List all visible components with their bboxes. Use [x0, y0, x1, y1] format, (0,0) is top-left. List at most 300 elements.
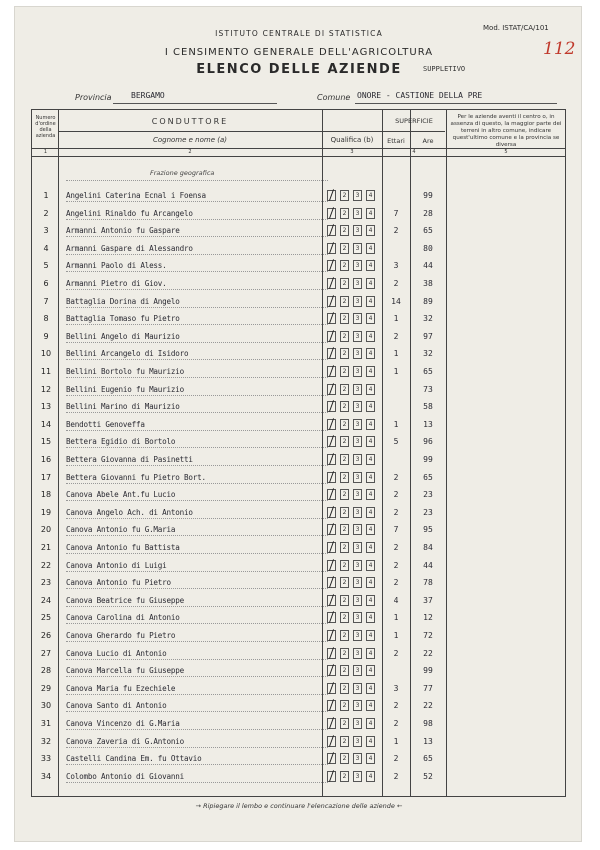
qualifica-box-1: [327, 524, 336, 535]
are-value: 58: [423, 402, 433, 412]
qualifica-box-3: 3: [353, 577, 362, 588]
table-row: [32, 327, 565, 345]
qualifica-box-2: 2: [340, 683, 349, 694]
row-number: 24: [40, 595, 52, 605]
conduttore-name: Bellini Arcangelo di Isidoro: [66, 349, 189, 359]
ettari-value: 2: [393, 648, 399, 658]
qualifica-box-3: 3: [353, 454, 362, 465]
qualifica-box-1: [327, 366, 336, 377]
qualifica-box-2: 2: [340, 630, 349, 641]
qualifica-box-3: 3: [353, 260, 362, 271]
qualifica-box-4: 4: [366, 384, 375, 395]
qualifica-box-2: 2: [340, 648, 349, 659]
qualifica-box-4: 4: [366, 736, 375, 747]
qualifica-box-1: [327, 665, 336, 676]
col-numero: Numero d'ordine della azienda: [35, 115, 56, 139]
table-row: [32, 767, 565, 785]
qualifica-box-1: [327, 560, 336, 571]
conduttore-name: Bettera Giovanni fu Pietro Bort.: [66, 472, 206, 482]
qualifica-box-4: 4: [366, 208, 375, 219]
are-value: 23: [423, 490, 433, 500]
row-number: 31: [40, 719, 52, 728]
qualifica-box-2: 2: [340, 243, 349, 254]
qualifica-box-1: [327, 630, 336, 641]
are-value: 28: [423, 208, 433, 218]
qualifica-box-3: 3: [353, 190, 362, 201]
page-title: ELENCO DELLE AZIENDE: [196, 62, 402, 77]
conduttore-name: Canova Marcella fu Giuseppe: [66, 666, 185, 676]
are-value: 98: [423, 719, 433, 728]
ettari-value: 2: [393, 578, 399, 588]
table-row: [32, 503, 565, 521]
qualifica-box-2: 2: [340, 736, 349, 747]
qualifica-box-3: 3: [353, 683, 362, 694]
qualifica-box-2: 2: [340, 700, 349, 711]
row-number: 29: [40, 683, 52, 693]
qualifica-box-4: 4: [366, 524, 375, 535]
qualifica-box-1: [327, 331, 336, 342]
ettari-value: 2: [393, 701, 399, 711]
table-row: [32, 679, 565, 697]
qualifica-box-4: 4: [366, 436, 375, 447]
qualifica-box-1: [327, 225, 336, 236]
colnum-2: 2: [188, 149, 192, 155]
qualifica-box-4: 4: [366, 419, 375, 430]
conduttore-name: Bellini Marino di Maurizio: [66, 402, 180, 412]
row-number: 22: [40, 560, 52, 570]
table-row: [32, 309, 565, 327]
col-qualifica: Qualifica (b): [330, 136, 374, 144]
table-row: [32, 591, 565, 609]
ettari-value: 3: [393, 683, 399, 693]
qualifica-box-1: [327, 489, 336, 500]
qualifica-box-3: 3: [353, 419, 362, 430]
qualifica-box-3: 3: [353, 472, 362, 483]
row-number: 25: [40, 613, 52, 623]
qualifica-box-4: 4: [366, 278, 375, 289]
conduttore-name: Armanni Antonio fu Gaspare: [66, 226, 180, 236]
conduttore-name: Angelini Rinaldo fu Arcangelo: [66, 208, 193, 218]
table-row: [32, 538, 565, 556]
conduttore-name: Colombo Antonio di Giovanni: [66, 771, 185, 781]
table-row: [32, 397, 565, 415]
qualifica-box-4: 4: [366, 260, 375, 271]
are-value: 65: [423, 472, 433, 482]
row-number: 30: [40, 701, 52, 711]
qualifica-box-3: 3: [353, 753, 362, 764]
ettari-value: 1: [393, 631, 399, 640]
qualifica-box-2: 2: [340, 560, 349, 571]
qualifica-box-2: 2: [340, 753, 349, 764]
arrow-left-icon: ←: [397, 802, 403, 810]
qualifica-box-3: 3: [353, 542, 362, 553]
are-value: 65: [423, 754, 433, 764]
qualifica-box-3: 3: [353, 296, 362, 307]
table-row: [32, 186, 565, 204]
qualifica-box-1: [327, 472, 336, 483]
qualifica-box-4: 4: [366, 366, 375, 377]
conduttore-name: Canova Vincenzo di G.Maria: [66, 719, 180, 728]
qualifica-box-1: [327, 190, 336, 201]
ettari-value: 2: [393, 754, 399, 764]
are-value: 23: [423, 507, 433, 517]
qualifica-box-2: 2: [340, 401, 349, 412]
qualifica-box-4: 4: [366, 700, 375, 711]
are-value: 65: [423, 367, 433, 376]
qualifica-box-2: 2: [340, 472, 349, 483]
row-number: 34: [40, 771, 52, 781]
qualifica-box-4: 4: [366, 542, 375, 553]
are-value: 12: [423, 613, 433, 623]
qualifica-box-1: [327, 753, 336, 764]
qualifica-box-4: 4: [366, 683, 375, 694]
conduttore-name: Bettera Egidio di Bortolo: [66, 437, 176, 447]
conduttore-name: Canova Abele Ant.fu Lucio: [66, 490, 176, 500]
row-number: 20: [40, 525, 52, 535]
qualifica-box-1: [327, 260, 336, 271]
conduttore-name: Canova Antonio di Luigi: [66, 560, 167, 570]
qualifica-box-1: [327, 208, 336, 219]
ettari-value: 2: [393, 331, 399, 341]
row-number: 3: [43, 226, 49, 236]
ettari-value: 7: [393, 525, 399, 535]
qualifica-box-4: 4: [366, 401, 375, 412]
qualifica-box-3: 3: [353, 366, 362, 377]
are-value: 44: [423, 560, 433, 570]
qualifica-box-4: 4: [366, 348, 375, 359]
census-title: I CENSIMENTO GENERALE DELL'AGRICOLTURA: [164, 47, 434, 58]
qualifica-box-1: [327, 313, 336, 324]
qualifica-box-1: [327, 243, 336, 254]
table-row: [32, 520, 565, 538]
ettari-value: 1: [393, 419, 399, 429]
qualifica-box-3: 3: [353, 700, 362, 711]
table-row: [32, 749, 565, 767]
qualifica-box-3: 3: [353, 436, 362, 447]
qualifica-box-3: 3: [353, 630, 362, 641]
ettari-value: 1: [393, 349, 399, 359]
frazione-label: Frazione geografica: [150, 169, 215, 177]
arrow-right-icon: →: [195, 802, 201, 810]
colnum-3: 3: [350, 149, 354, 155]
table-row: [32, 292, 565, 310]
conduttore-name: Angelini Caterina Ecnal i Foensa: [66, 191, 206, 200]
conduttore-name: Canova Antonio fu Battista: [66, 543, 180, 552]
row-number: 16: [40, 455, 52, 464]
col-are: Are: [422, 137, 434, 145]
conduttore-name: Bendotti Genoveffa: [66, 419, 145, 429]
table-row: [32, 485, 565, 503]
qualifica-box-1: [327, 454, 336, 465]
are-value: 22: [423, 701, 433, 711]
qualifica-box-3: 3: [353, 225, 362, 236]
row-number: 15: [40, 437, 52, 447]
institute-name: ISTITUTO CENTRALE DI STATISTICA: [215, 29, 383, 38]
col-ettari: Ettari: [387, 137, 405, 145]
table-row: [32, 450, 565, 468]
qualifica-box-3: 3: [353, 771, 362, 782]
footer-instruction: [15, 802, 583, 810]
qualifica-box-4: 4: [366, 753, 375, 764]
qualifica-box-2: 2: [340, 225, 349, 236]
conduttore-name: Bettera Giovanna di Pasinetti: [66, 455, 193, 464]
colnum-1: 1: [43, 149, 48, 155]
row-number: 9: [43, 331, 49, 341]
qualifica-box-2: 2: [340, 771, 349, 782]
table-row: [32, 468, 565, 486]
conduttore-name: Canova Angelo Ach. di Antonio: [66, 507, 193, 517]
table-row: [32, 415, 565, 433]
row-number: 5: [43, 261, 49, 271]
col-superficie: SUPERFICIE: [395, 117, 433, 125]
ettari-value: 2: [393, 719, 399, 728]
row-number: 26: [40, 631, 52, 640]
qualifica-box-3: 3: [353, 665, 362, 676]
row-number: 14: [40, 419, 52, 429]
are-value: 77: [423, 683, 433, 693]
col-cognome: Cognome e nome (a): [152, 136, 228, 144]
conduttore-name: Battaglia Dorina di Angelo: [66, 296, 180, 306]
qualifica-box-3: 3: [353, 612, 362, 623]
conduttore-name: Castelli Candina Em. fu Ottavio: [66, 754, 202, 764]
conduttore-name: Bellini Bortolo fu Maurizio: [66, 367, 185, 376]
are-value: 89: [423, 296, 433, 306]
table-row: [32, 573, 565, 591]
table-row: [32, 221, 565, 239]
qualifica-box-3: 3: [353, 278, 362, 289]
row-number: 27: [40, 648, 52, 658]
qualifica-box-3: 3: [353, 560, 362, 571]
are-value: 78: [423, 578, 433, 588]
qualifica-box-4: 4: [366, 331, 375, 342]
qualifica-box-3: 3: [353, 489, 362, 500]
are-value: 99: [423, 666, 433, 676]
table-row: [32, 661, 565, 679]
are-value: 32: [423, 349, 433, 359]
qualifica-box-3: 3: [353, 507, 362, 518]
qualifica-box-2: 2: [340, 665, 349, 676]
qualifica-box-3: 3: [353, 401, 362, 412]
qualifica-box-4: 4: [366, 560, 375, 571]
conduttore-name: Canova Antonio fu G.Maria: [66, 525, 176, 535]
qualifica-box-4: 4: [366, 243, 375, 254]
table-row: [32, 256, 565, 274]
ettari-value: 2: [393, 279, 399, 288]
ettari-value: 1: [393, 367, 399, 376]
row-number: 12: [40, 384, 52, 394]
qualifica-box-1: [327, 401, 336, 412]
are-value: 95: [423, 525, 433, 535]
qualifica-box-4: 4: [366, 190, 375, 201]
qualifica-box-3: 3: [353, 718, 362, 729]
are-value: 38: [423, 279, 433, 288]
ettari-value: 14: [391, 296, 401, 306]
table-row: [32, 732, 565, 750]
qualifica-box-3: 3: [353, 313, 362, 324]
row-number: 7: [43, 296, 49, 306]
qualifica-box-3: 3: [353, 524, 362, 535]
census-form-page: [14, 6, 582, 842]
row-number: 17: [40, 472, 52, 482]
qualifica-box-4: 4: [366, 472, 375, 483]
qualifica-box-1: [327, 507, 336, 518]
conduttore-name: Canova Beatrice fu Giuseppe: [66, 595, 185, 605]
ettari-value: 2: [393, 771, 399, 781]
table-row: [32, 626, 565, 644]
qualifica-box-1: [327, 718, 336, 729]
provincia-label: Provincia: [75, 93, 112, 102]
conduttore-name: Battaglia Tomaso fu Pietro: [66, 314, 180, 324]
ettari-value: 1: [393, 613, 399, 623]
qualifica-box-2: 2: [340, 366, 349, 377]
row-number: 4: [43, 243, 49, 253]
qualifica-box-3: 3: [353, 595, 362, 606]
row-number: 2: [43, 208, 49, 218]
row-number: 1: [43, 191, 49, 200]
qualifica-box-2: 2: [340, 190, 349, 201]
supplement-stamp: SUPPLETIVO: [423, 65, 466, 73]
qualifica-box-4: 4: [366, 507, 375, 518]
conduttore-name: Canova Lucio di Antonio: [66, 648, 167, 658]
are-value: 52: [423, 771, 433, 781]
qualifica-box-1: [327, 648, 336, 659]
ettari-value: 2: [393, 543, 399, 552]
row-number: 6: [43, 279, 49, 288]
ettari-value: 2: [393, 560, 399, 570]
qualifica-box-4: 4: [366, 296, 375, 307]
qualifica-box-1: [327, 278, 336, 289]
are-value: 22: [423, 648, 433, 658]
conduttore-name: Canova Maria fu Ezechiele: [66, 683, 176, 693]
ettari-value: 2: [393, 490, 399, 500]
table-row: [32, 608, 565, 626]
qualifica-box-1: [327, 436, 336, 447]
row-number: 28: [40, 666, 52, 676]
row-number: 19: [40, 507, 52, 517]
are-value: 84: [423, 543, 433, 552]
table-row: [32, 714, 565, 732]
qualifica-box-2: 2: [340, 524, 349, 535]
conduttore-name: Canova Zaveria di G.Antonio: [66, 736, 185, 746]
qualifica-box-4: 4: [366, 630, 375, 641]
are-value: 99: [423, 191, 433, 200]
are-value: 37: [423, 595, 433, 605]
qualifica-box-2: 2: [340, 331, 349, 342]
qualifica-box-2: 2: [340, 595, 349, 606]
qualifica-box-3: 3: [353, 243, 362, 254]
table-row: [32, 556, 565, 574]
qualifica-box-2: 2: [340, 542, 349, 553]
table-row: [32, 274, 565, 292]
row-number: 21: [40, 543, 52, 552]
col-note: Per le aziende aventi il centro o, in assenza di questo, la maggior parte dei terreni in altro comune, indicare quest'ultimo comune e la provincia se diversa: [450, 114, 562, 148]
qualifica-box-1: [327, 384, 336, 395]
qualifica-box-4: 4: [366, 489, 375, 500]
conduttore-name: Bellini Eugenio fu Maurizio: [66, 384, 185, 394]
table-row: [32, 380, 565, 398]
qualifica-box-1: [327, 683, 336, 694]
aziende-table: [31, 109, 566, 797]
row-number: 18: [40, 490, 52, 500]
row-number: 8: [43, 314, 49, 324]
footer-text: Ripiegare il lembo e continuare l'elencazione delle aziende: [203, 802, 395, 810]
model-code: Mod. ISTAT/CA/101: [483, 24, 549, 32]
qualifica-box-4: 4: [366, 718, 375, 729]
table-row: [32, 344, 565, 362]
ettari-value: 2: [393, 507, 399, 517]
qualifica-box-3: 3: [353, 384, 362, 395]
ettari-value: 5: [393, 437, 399, 447]
row-number: 33: [40, 754, 52, 764]
qualifica-box-1: [327, 771, 336, 782]
provincia-value: BERGAMO: [131, 91, 165, 100]
ettari-value: 1: [393, 314, 399, 324]
qualifica-box-1: [327, 700, 336, 711]
qualifica-box-3: 3: [353, 736, 362, 747]
qualifica-box-2: 2: [340, 718, 349, 729]
qualifica-box-2: 2: [340, 384, 349, 395]
conduttore-name: Armanni Paolo di Aless.: [66, 261, 167, 271]
qualifica-box-2: 2: [340, 577, 349, 588]
ettari-value: 2: [393, 226, 399, 236]
qualifica-box-4: 4: [366, 313, 375, 324]
qualifica-box-3: 3: [353, 331, 362, 342]
qualifica-box-1: [327, 296, 336, 307]
ettari-value: 7: [393, 208, 399, 218]
table-row: [32, 696, 565, 714]
qualifica-box-3: 3: [353, 648, 362, 659]
ettari-value: 3: [393, 261, 399, 271]
are-value: 13: [423, 736, 433, 746]
qualifica-box-2: 2: [340, 260, 349, 271]
table-row: [32, 432, 565, 450]
conduttore-name: Canova Santo di Antonio: [66, 701, 167, 711]
are-value: 73: [423, 384, 433, 394]
colnum-4: 4: [412, 149, 416, 155]
qualifica-box-1: [327, 348, 336, 359]
comune-value: ONORE - CASTIONE DELLA PRE: [357, 91, 483, 100]
conduttore-name: Canova Carolina di Antonio: [66, 613, 180, 623]
are-value: 99: [423, 455, 433, 464]
conduttore-name: Armanni Gaspare di Alessandro: [66, 243, 193, 253]
qualifica-box-2: 2: [340, 507, 349, 518]
ettari-value: 1: [393, 736, 399, 746]
qualifica-box-4: 4: [366, 454, 375, 465]
qualifica-box-3: 3: [353, 208, 362, 219]
qualifica-box-4: 4: [366, 771, 375, 782]
are-value: 13: [423, 419, 433, 429]
row-number: 23: [40, 578, 52, 588]
conduttore-name: Canova Gherardo fu Pietro: [66, 631, 176, 640]
row-number: 11: [40, 367, 52, 376]
qualifica-box-4: 4: [366, 612, 375, 623]
are-value: 65: [423, 226, 433, 236]
ettari-value: 2: [393, 472, 399, 482]
qualifica-box-4: 4: [366, 577, 375, 588]
qualifica-box-4: 4: [366, 648, 375, 659]
qualifica-box-2: 2: [340, 454, 349, 465]
table-row: [32, 644, 565, 662]
qualifica-box-2: 2: [340, 313, 349, 324]
qualifica-box-4: 4: [366, 665, 375, 676]
are-value: 44: [423, 261, 433, 271]
handwritten-number: 112: [543, 39, 576, 59]
qualifica-box-2: 2: [340, 489, 349, 500]
table-row: [32, 362, 565, 380]
qualifica-box-2: 2: [340, 296, 349, 307]
qualifica-box-1: [327, 612, 336, 623]
qualifica-box-2: 2: [340, 208, 349, 219]
